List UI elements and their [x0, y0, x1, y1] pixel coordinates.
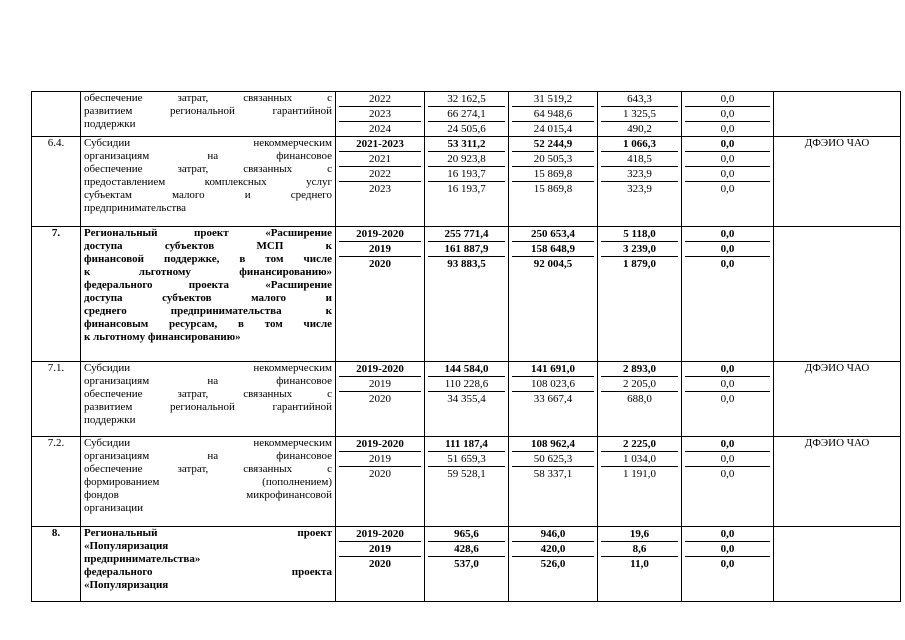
description-line: субъектам малого и среднего [84, 189, 332, 201]
other-cell: 0,0 [685, 437, 770, 452]
description-line: финансовым ресурсам, в том числе [84, 318, 332, 330]
other-cell: 0,0 [720, 183, 735, 195]
other-cell-group [682, 437, 774, 527]
total-cell: 34 355,4 [447, 393, 486, 405]
regional-cell: 1 191,0 [623, 468, 656, 480]
row-number: 7. [32, 227, 81, 362]
responsible-executor: ДФЭИО ЧАО [774, 137, 901, 227]
regional-cell: 1 879,0 [623, 258, 656, 270]
total-cell: 255 771,4 [428, 227, 505, 242]
federal-cell: 15 869,8 [533, 183, 573, 195]
description-line: Региональный проект [84, 527, 332, 539]
year-cell: 2019 [339, 242, 421, 257]
year-cell-group [336, 527, 425, 602]
regional-cell-group [598, 437, 682, 527]
year-cell: 2023 [369, 183, 391, 195]
federal-cell-group [509, 137, 598, 227]
regional-cell: 8,6 [601, 542, 678, 557]
row-number: 6.4. [32, 137, 81, 227]
row-description [81, 137, 336, 227]
total-cell: 965,6 [428, 527, 505, 542]
total-cell-group [425, 527, 509, 602]
year-cell: 2022 [339, 92, 421, 107]
year-cell: 2019-2020 [339, 437, 421, 452]
other-cell: 0,0 [720, 258, 735, 270]
table-row [32, 527, 901, 602]
year-cell: 2019 [339, 377, 421, 392]
row-number [32, 92, 81, 137]
federal-cell: 58 337,1 [533, 468, 573, 480]
regional-cell: 418,5 [601, 152, 678, 167]
table-row [32, 227, 901, 362]
year-cell-group [336, 137, 425, 227]
federal-cell: 31 519,2 [512, 92, 594, 107]
description-line: поддержки [84, 118, 136, 130]
other-cell: 0,0 [685, 242, 770, 257]
other-cell: 0,0 [685, 542, 770, 557]
description-line: развитием региональной гарантийной [84, 401, 332, 413]
other-cell-group [682, 227, 774, 362]
federal-cell: 64 948,6 [512, 107, 594, 122]
description-line: Субсидии некоммерческим [84, 437, 332, 449]
other-cell: 0,0 [720, 468, 735, 480]
total-cell-group [425, 137, 509, 227]
regional-cell-group [598, 527, 682, 602]
description-line: обеспечение затрат, связанных с [84, 463, 332, 475]
federal-cell: 420,0 [512, 542, 594, 557]
total-cell: 66 274,1 [428, 107, 505, 122]
other-cell: 0,0 [685, 107, 770, 122]
description-line: Субсидии некоммерческим [84, 362, 332, 374]
description-line: организациям на финансовое [84, 375, 332, 387]
year-cell-group [336, 437, 425, 527]
regional-cell: 323,9 [627, 183, 652, 195]
total-cell: 20 923,8 [428, 152, 505, 167]
description-line: формированием (пополнением) [84, 476, 332, 488]
regional-cell: 1 066,3 [601, 137, 678, 152]
row-description [81, 527, 336, 602]
other-cell: 0,0 [685, 452, 770, 467]
federal-cell: 33 667,4 [533, 393, 573, 405]
year-cell: 2019-2020 [339, 227, 421, 242]
table-body [32, 92, 901, 602]
total-cell: 161 887,9 [428, 242, 505, 257]
federal-cell-group [509, 437, 598, 527]
table-row [32, 92, 901, 137]
total-cell: 110 228,6 [428, 377, 505, 392]
regional-cell: 3 239,0 [601, 242, 678, 257]
regional-cell: 2 225,0 [601, 437, 678, 452]
description-line: федерального проекта «Расширение [84, 279, 332, 291]
description-line: обеспечение затрат, связанных с [84, 92, 332, 104]
table-row [32, 437, 901, 527]
row-number: 7.2. [32, 437, 81, 527]
federal-cell: 20 505,3 [512, 152, 594, 167]
total-cell-group [425, 437, 509, 527]
row-number: 8. [32, 527, 81, 602]
federal-cell-group [509, 227, 598, 362]
description-line: доступа субъектов МСП к [84, 240, 332, 252]
other-cell-group [682, 92, 774, 137]
regional-cell: 11,0 [630, 558, 649, 570]
regional-cell-group [598, 92, 682, 137]
total-cell: 93 883,5 [447, 258, 486, 270]
federal-cell: 141 691,0 [512, 362, 594, 377]
other-cell: 0,0 [685, 92, 770, 107]
federal-cell: 50 625,3 [512, 452, 594, 467]
responsible-executor [774, 527, 901, 602]
responsible-executor [774, 92, 901, 137]
description-line: предоставлением комплексных услуг [84, 176, 332, 188]
description-line: предпринимательства» [84, 553, 201, 565]
other-cell: 0,0 [720, 393, 735, 405]
row-description [81, 362, 336, 437]
regional-cell: 2 205,0 [601, 377, 678, 392]
total-cell: 16 193,7 [447, 183, 486, 195]
total-cell-group [425, 362, 509, 437]
federal-cell: 158 648,9 [512, 242, 594, 257]
description-line: организациям на финансовое [84, 450, 332, 462]
total-cell: 16 193,7 [428, 167, 505, 182]
federal-cell: 92 004,5 [533, 258, 573, 270]
federal-cell: 946,0 [512, 527, 594, 542]
description-line: к льготному финансированию» [84, 331, 241, 343]
federal-cell: 526,0 [540, 558, 566, 570]
federal-cell: 52 244,9 [512, 137, 594, 152]
year-cell-group [336, 92, 425, 137]
other-cell: 0,0 [720, 123, 735, 135]
total-cell: 53 311,2 [428, 137, 505, 152]
regional-cell: 643,3 [601, 92, 678, 107]
description-line: предпринимательства [84, 202, 187, 214]
table-row [32, 362, 901, 437]
other-cell: 0,0 [685, 377, 770, 392]
total-cell: 51 659,3 [428, 452, 505, 467]
regional-cell: 323,9 [601, 167, 678, 182]
federal-cell-group [509, 527, 598, 602]
year-cell-group [336, 227, 425, 362]
other-cell: 0,0 [685, 227, 770, 242]
other-cell: 0,0 [720, 558, 735, 570]
description-line: обеспечение затрат, связанных с [84, 388, 332, 400]
year-cell: 2020 [369, 558, 391, 570]
other-cell-group [682, 527, 774, 602]
year-cell: 2021-2023 [339, 137, 421, 152]
federal-cell-group [509, 362, 598, 437]
description-line: «Популяризация [84, 540, 169, 552]
year-cell: 2019 [339, 542, 421, 557]
description-line: фондов микрофинансовой [84, 489, 332, 501]
description-line: Субсидии некоммерческим [84, 137, 332, 149]
description-line: среднего предпринимательства к [84, 305, 332, 317]
other-cell: 0,0 [685, 362, 770, 377]
year-cell: 2019 [339, 452, 421, 467]
regional-cell-group [598, 362, 682, 437]
total-cell: 428,6 [428, 542, 505, 557]
responsible-executor: ДФЭИО ЧАО [774, 437, 901, 527]
description-line: Региональный проект «Расширение [84, 227, 332, 239]
other-cell-group [682, 137, 774, 227]
row-description [81, 92, 336, 137]
regional-cell: 1 034,0 [601, 452, 678, 467]
regional-cell: 2 893,0 [601, 362, 678, 377]
federal-cell: 24 015,4 [533, 123, 573, 135]
row-number: 7.1. [32, 362, 81, 437]
total-cell-group [425, 92, 509, 137]
federal-cell: 108 023,6 [512, 377, 594, 392]
other-cell-group [682, 362, 774, 437]
budget-table [31, 91, 901, 602]
description-line: организациям на финансовое [84, 150, 332, 162]
regional-cell: 5 118,0 [601, 227, 678, 242]
total-cell: 537,0 [454, 558, 479, 570]
year-cell: 2020 [369, 468, 391, 480]
other-cell: 0,0 [685, 167, 770, 182]
other-cell: 0,0 [685, 152, 770, 167]
description-line: финансовой поддержке, в том числе [84, 253, 332, 265]
regional-cell-group [598, 137, 682, 227]
table-row [32, 137, 901, 227]
regional-cell: 688,0 [627, 393, 652, 405]
total-cell-group [425, 227, 509, 362]
description-line: развитием региональной гарантийной [84, 105, 332, 117]
regional-cell-group [598, 227, 682, 362]
year-cell: 2022 [339, 167, 421, 182]
description-line: федерального проекта [84, 566, 332, 578]
year-cell: 2020 [369, 393, 391, 405]
year-cell: 2019-2020 [339, 527, 421, 542]
year-cell: 2021 [339, 152, 421, 167]
total-cell: 32 162,5 [428, 92, 505, 107]
row-description [81, 437, 336, 527]
row-description [81, 227, 336, 362]
description-line: к льготному финансированию» [84, 266, 332, 278]
year-cell-group [336, 362, 425, 437]
regional-cell: 19,6 [601, 527, 678, 542]
year-cell: 2023 [339, 107, 421, 122]
other-cell: 0,0 [685, 137, 770, 152]
federal-cell: 15 869,8 [512, 167, 594, 182]
federal-cell: 250 653,4 [512, 227, 594, 242]
total-cell: 144 584,0 [428, 362, 505, 377]
description-line: поддержки [84, 414, 136, 426]
year-cell: 2019-2020 [339, 362, 421, 377]
federal-cell: 108 962,4 [512, 437, 594, 452]
responsible-executor [774, 227, 901, 362]
total-cell: 24 505,6 [447, 123, 486, 135]
total-cell: 59 528,1 [447, 468, 486, 480]
regional-cell: 1 325,5 [601, 107, 678, 122]
year-cell: 2020 [369, 258, 391, 270]
responsible-executor: ДФЭИО ЧАО [774, 362, 901, 437]
other-cell: 0,0 [685, 527, 770, 542]
federal-cell-group [509, 92, 598, 137]
total-cell: 111 187,4 [428, 437, 505, 452]
year-cell: 2024 [369, 123, 391, 135]
description-line: доступа субъектов малого и [84, 292, 332, 304]
description-line: организации [84, 502, 144, 514]
regional-cell: 490,2 [627, 123, 652, 135]
description-line: обеспечение затрат, связанных с [84, 163, 332, 175]
description-line: «Популяризация [84, 579, 169, 591]
